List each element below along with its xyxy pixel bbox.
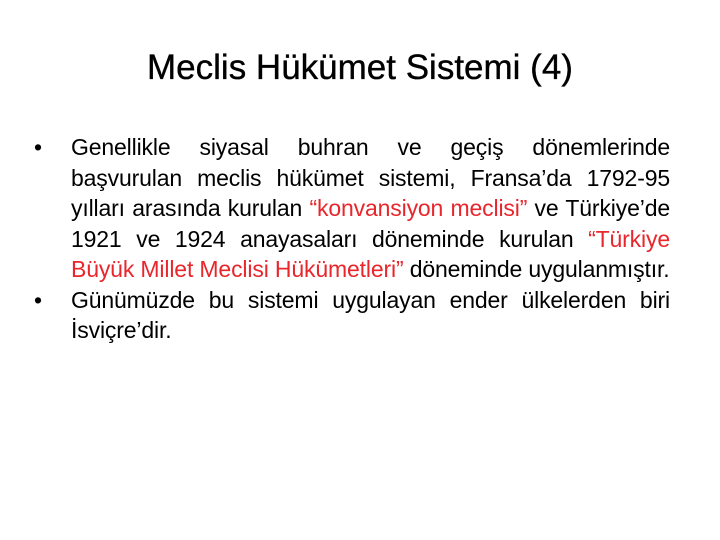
bullet-icon: • <box>34 286 42 313</box>
bullet-icon: • <box>34 134 42 160</box>
bullet-list <box>34 132 670 346</box>
highlight-konvansiyon-meclisi: “konvansiyon meclisi” <box>309 195 528 221</box>
bullet-1-text-part-3: döneminde uygulanmıştır. <box>403 256 670 282</box>
bullet-2-text: Günümüzde bu sistemi uygulayan ender ülkelerden biri İsviçre’dir. <box>71 286 670 343</box>
bullet-item-1 <box>34 132 670 285</box>
bullet-item-2 <box>34 285 670 346</box>
highlight-tbmm-hukumetleri: “Türkiye Büyük Millet Meclisi Hükümetleri” <box>71 225 670 282</box>
slide-title: Meclis Hükümet Sistemi (4) <box>147 48 573 87</box>
bullet-1-text-part-2: ve Türkiye’de 1921 ve 1924 anayasaları döneminde kurulan <box>71 195 670 252</box>
bullet-1-text-part-1: Genellikle siyasal buhran ve geçiş dönemlerinde başvurulan meclis hükümet sistemi, Fransa’da 1792-95 yılları arasında kurulan <box>71 134 670 221</box>
